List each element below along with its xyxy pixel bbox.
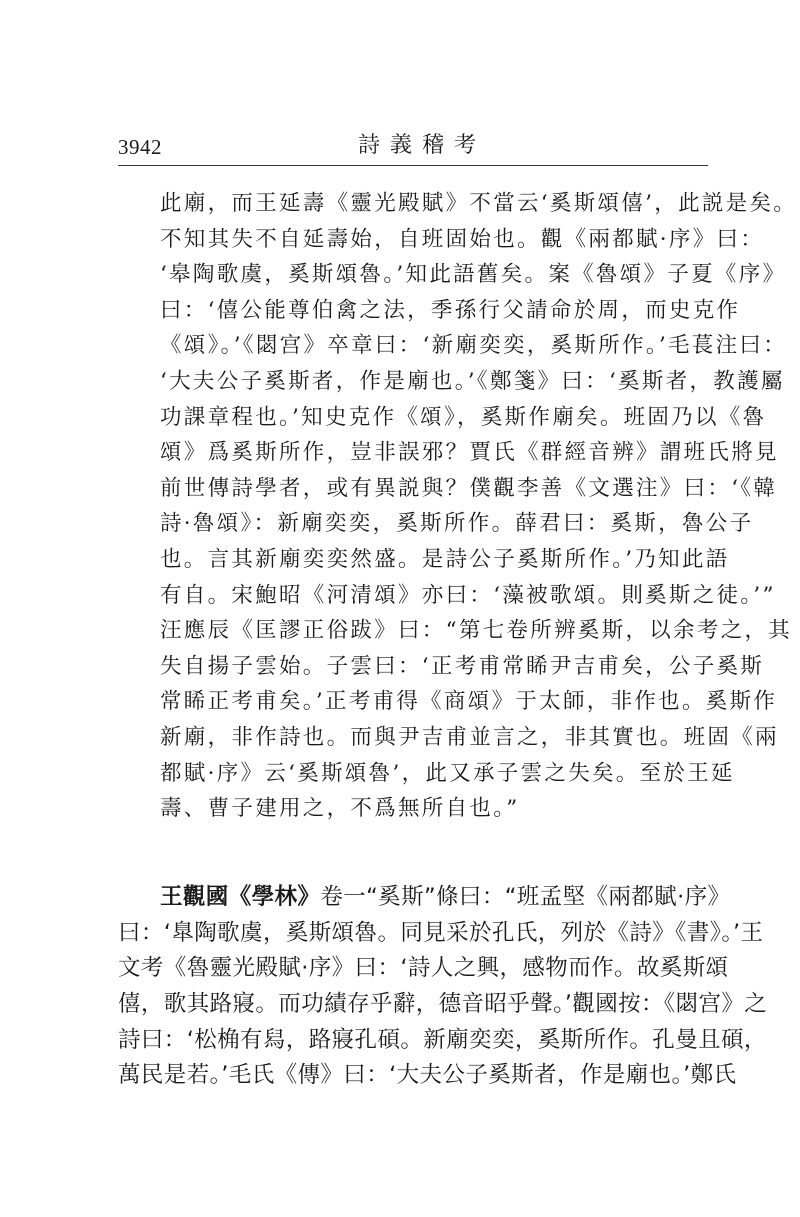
page-header <box>118 134 708 168</box>
body-line: 也。言其新廟奕奕然盛。是詩公子奚斯所作。’乃知此語 <box>160 546 730 572</box>
quotation-block <box>118 880 768 1094</box>
quote-line: 僖，歌其路寢。而功績存乎辭，德音昭乎聲。’觀國按：《閟宫》之 <box>118 991 768 1018</box>
body-line: 詩·魯頌》：新廟奕奕，奚斯所作。薛君曰：奚斯，魯公子 <box>160 511 754 537</box>
quote-source: 王觀國《學林》 <box>160 884 321 910</box>
header-rule <box>118 165 708 166</box>
body-line: 失自揚子雲始。子雲曰：‘正考甫常睎尹吉甫矣，公子奚斯 <box>160 653 765 679</box>
page-number: 3942 <box>118 135 162 159</box>
body-line: 汪應辰《匡謬正俗跋》曰：“第七卷所辨奚斯，以余考之，其 <box>160 618 793 644</box>
body-line: 壽、曹子建用之，不爲無所自也。” <box>160 796 520 822</box>
quote-line: 詩曰：‘松桷有舄，路寢孔碩。新廟奕奕，奚斯所作。孔曼且碩， <box>118 1026 767 1053</box>
body-line: 都賦·序》云‘奚斯頌魯’，此又承子雲之失矣。至於王延 <box>160 760 735 786</box>
quote-line: 萬民是若。’毛氏《傳》曰：‘大夫公子奚斯者，作是廟也。’鄭氏 <box>118 1062 737 1089</box>
body-line: 新廟，非作詩也。而與尹吉甫並言之，非其實也。班固《兩 <box>160 724 779 750</box>
quote-line: 文考《魯靈光殿賦·序》曰：‘詩人之興，感物而作。故奚斯頌 <box>118 955 729 982</box>
quote-first-line-text: 卷一“奚斯”條曰：“班孟堅《兩都賦·序》 <box>320 884 731 910</box>
commentary-body <box>160 186 798 827</box>
body-line: 頌》爲奚斯所作，豈非誤邪？賈氏《群經音辨》謂班氏將見 <box>160 440 779 466</box>
running-title: 詩義稽考 <box>358 133 487 158</box>
body-line: ‘皋陶歌虞，奚斯頌魯。’知此語舊矣。案《魯頌》子夏《序》 <box>160 262 787 288</box>
body-line: 《頌》。’《閟宫》卒章曰：‘新廟奕奕，奚斯所作。’毛萇注曰： <box>160 333 788 359</box>
quote-first-line <box>118 880 731 916</box>
body-line: 此廟，而王延壽《靈光殿賦》不當云‘奚斯頌僖’，此説是矣。 <box>160 191 798 216</box>
body-line: 曰：‘僖公能尊伯禽之法，季孫行父請命於周，而史克作 <box>160 297 741 323</box>
body-line: ‘大夫公子奚斯者，作是廟也。’《鄭箋》曰：‘奚斯者，教護屬 <box>160 368 785 394</box>
body-line: 不知其失不自延壽始，自班固始也。觀《兩都賦·序》曰： <box>160 226 765 252</box>
body-line: 功課章程也。’知史克作《頌》，奚斯作廟矣。班固乃以《魯 <box>160 404 767 430</box>
quote-line: 曰：‘臯陶歌虞，奚斯頌魯。同見采於孔氏，列於《詩》《書》。’王 <box>118 919 764 946</box>
body-line: 常睎正考甫矣。’正考甫得《商頌》于太師，非作也。奚斯作 <box>160 689 778 715</box>
body-line: 前世傳詩學者，或有異説與？僕觀李善《文選注》曰：‘《韓 <box>160 475 778 501</box>
body-line: 有自。宋鮑昭《河清頌》亦曰：‘藻被歌頌。則奚斯之徒。’” <box>160 582 776 608</box>
